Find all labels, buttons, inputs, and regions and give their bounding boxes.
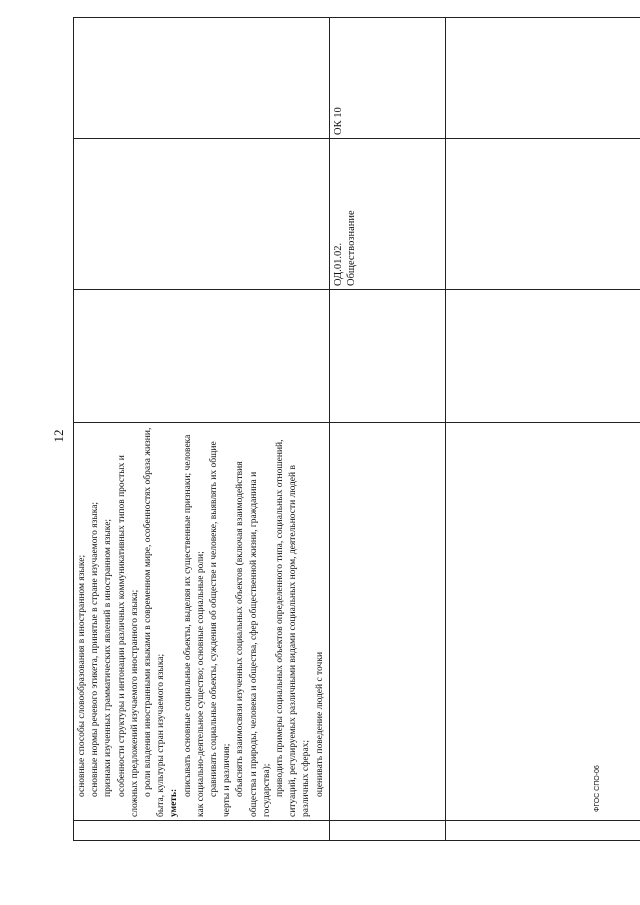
cell-empty-3-5 [445,18,640,139]
rotated-table-container [73,18,604,841]
knowledge-line: основные нормы речевого этикета, принятые в стране изучаемого языка; [90,501,101,797]
knowledge-line: о роли владения иностранными языками в современном мире, особенностях образа жизни, быта, культуры стран изучаемого языка; [143,427,167,817]
cell-empty-left-2 [329,821,445,841]
cell-empty-3-4 [445,139,640,290]
skills-line: оценивать поведение людей с точки [314,651,325,797]
cell-empty-3 [74,290,330,423]
cell-empty-2-3 [329,290,445,423]
knowledge-line: особенности структуры и интонации различных коммуникативных типов простых и сложных предложений изучаемого иностранного языка; [116,455,140,817]
table-row-codes [329,18,445,841]
table-row-content [74,18,330,841]
cell-empty-4 [74,139,330,290]
page-number: 12 [51,429,66,443]
skills-line: приводить примеры социальных объектов определенного типа, социальных отношений, ситуаций, регулируемых различными видами социальных норм, деятельности людей в различных сферах; [275,439,312,817]
cell-empty-left [74,821,330,841]
skills-line: сравнивать социальные объекты, суждения об обществе и человеке, выявлять их общие черты и различия; [209,441,233,817]
cell-requirements [74,423,330,821]
curriculum-table [73,17,640,841]
cell-discipline [329,139,445,290]
cell-competence [329,18,445,139]
knowledge-line: признаки изученных грамматических явлений в иностранном языке; [103,518,114,797]
footer-label: ФГОС СПО-06 [594,765,601,812]
cell-empty-3-2 [445,423,640,821]
discipline-name: Обществознание [345,210,357,286]
discipline-code: ОД.01.02. [332,242,344,286]
curriculum-table-wrapper [73,18,604,841]
knowledge-line: основные способы словообразования в иностранном языке; [77,554,87,797]
skills-line: объяснять взаимосвязи изученных социальных объектов (включая взаимодействия общества и природы, человека и общества, сфер общественной жизни, гражданина и государства); [235,461,272,817]
table-row-empty [445,18,640,841]
skills-heading: уметь: [169,788,180,817]
skills-line: описывать основные социальные объекты, выделяя их существенные признаки; человека как социально-деятельное существо; основные социальные роли; [182,434,206,817]
competence-code: ОК 10 [332,107,344,135]
cell-empty-2-2 [329,423,445,821]
cell-empty-3-3 [445,290,640,423]
cell-empty-3-1 [445,821,640,841]
cell-empty-5 [74,18,330,139]
